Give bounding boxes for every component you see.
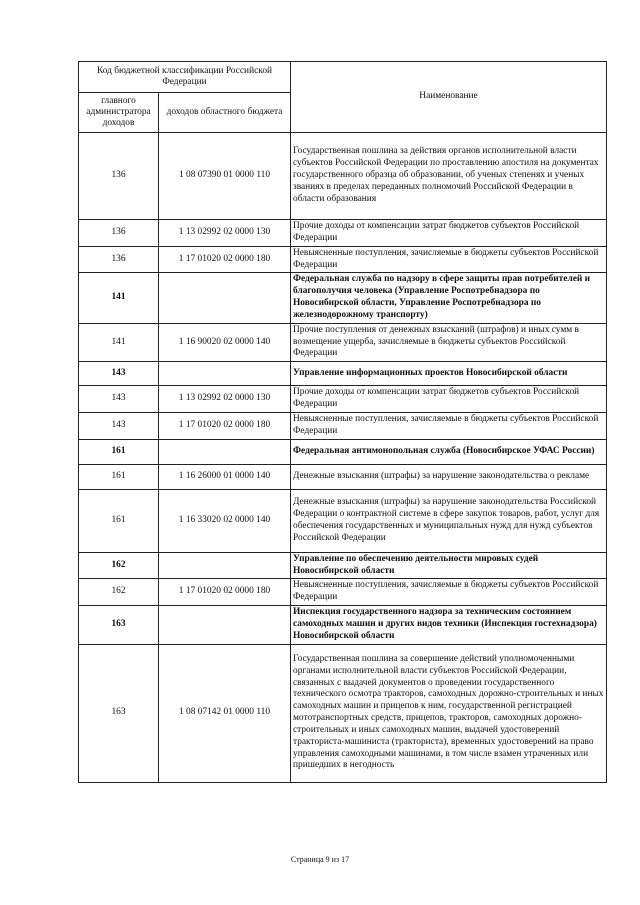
table-row: [79, 386, 607, 413]
table-row: [79, 579, 607, 606]
revenue-name-cell: Управление информационных проектов Новосибирской области: [291, 362, 607, 386]
table-row: [79, 552, 607, 579]
admin-code-cell: 143: [79, 362, 159, 386]
admin-code-cell: 162: [79, 579, 159, 606]
table-row: [79, 273, 607, 323]
revenue-code-cell: 1 17 01020 02 0000 180: [159, 412, 291, 439]
revenue-code-cell: 1 16 26000 01 0000 140: [159, 464, 291, 489]
table-row: [79, 323, 607, 362]
page-number: Страница 9 из 17: [290, 855, 350, 864]
revenue-code-cell: 1 17 01020 02 0000 180: [159, 246, 291, 273]
table-row: [79, 464, 607, 489]
table-row: [79, 133, 607, 220]
revenue-name-cell: Государственная пошлина за совершение действий уполномоченными органами исполнительной власти субъектов Российской Федерации, связанных с выдачей документов о проведении государственного технического осмотра тракторов, самоходных дорожно-строительных и иных самоходных машин и прицепов к ним, государственной регистрацией мототранспортных средств, прицепов, тракторов, самоходных дорожно-строительных и иных самоходных машин, выдачей удостоверений тракториста-машиниста (тракториста), временных удостоверений на право управления самоходными машинами, в том числе взамен утраченных или пришедших в негодность: [291, 644, 607, 782]
revenue-code-cell: [159, 606, 291, 645]
header-revenue-code: доходов областного бюджета: [159, 93, 291, 133]
admin-code-cell: 143: [79, 386, 159, 413]
revenue-name-cell: Денежные взыскания (штрафы) за нарушение законодательства о рекламе: [291, 464, 607, 489]
admin-code-cell: 162: [79, 552, 159, 579]
revenue-name-cell: Федеральная антимонопольная служба (Новосибирское УФАС России): [291, 439, 607, 464]
table-row: [79, 644, 607, 782]
revenue-name-cell: Денежные взыскания (штрафы) за нарушение законодательства Российской Федерации о контрактной системе в сфере закупок товаров, работ, услуг для обеспечения государственных и муниципальных нужд для нужд субъектов Российской Федерации: [291, 489, 607, 552]
revenue-name-cell: Прочие доходы от компенсации затрат бюджетов субъектов Российской Федерации: [291, 386, 607, 413]
admin-code-cell: 141: [79, 323, 159, 362]
admin-code-cell: 163: [79, 606, 159, 645]
admin-code-cell: 136: [79, 220, 159, 247]
header-name: Наименование: [291, 62, 607, 133]
revenue-code-cell: [159, 439, 291, 464]
revenue-name-cell: Невыясненные поступления, зачисляемые в бюджеты субъектов Российской Федерации: [291, 246, 607, 273]
revenue-name-cell: Государственная пошлина за действия органов исполнительной власти субъектов Российской Федерации по проставлению апостиля на документах государственного образца об образовании, об ученых степенях и ученых званиях в пределах переданных полномочий Российской Федерации в области образования: [291, 133, 607, 220]
admin-code-cell: 143: [79, 412, 159, 439]
admin-code-cell: 161: [79, 489, 159, 552]
revenue-code-cell: 1 08 07390 01 0000 110: [159, 133, 291, 220]
revenue-code-cell: 1 13 02992 02 0000 130: [159, 220, 291, 247]
table-row: [79, 246, 607, 273]
revenue-name-cell: Инспекция государственного надзора за техническим состоянием самоходных машин и других видов техники (Инспекция гостехнадзора) Новосибирской области: [291, 606, 607, 645]
revenue-code-cell: [159, 273, 291, 323]
header-budget-code-group: Код бюджетной классификации Российской Федерации: [79, 62, 291, 93]
header-main-administrator: главного администратора доходов: [79, 93, 159, 133]
revenue-code-cell: 1 17 01020 02 0000 180: [159, 579, 291, 606]
revenue-code-cell: 1 08 07142 01 0000 110: [159, 644, 291, 782]
table-row: [79, 412, 607, 439]
admin-code-cell: 136: [79, 133, 159, 220]
budget-classification-table: [78, 61, 607, 783]
table-row: [79, 489, 607, 552]
admin-code-cell: 141: [79, 273, 159, 323]
table-body: [79, 133, 607, 783]
table-row: [79, 362, 607, 386]
table-row: [79, 606, 607, 645]
revenue-code-cell: 1 13 02992 02 0000 130: [159, 386, 291, 413]
revenue-name-cell: Прочие доходы от компенсации затрат бюджетов субъектов Российской Федерации: [291, 220, 607, 247]
revenue-code-cell: [159, 552, 291, 579]
table-row: [79, 439, 607, 464]
revenue-name-cell: Управление по обеспечению деятельности мировых судей Новосибирской области: [291, 552, 607, 579]
table-row: [79, 220, 607, 247]
admin-code-cell: 136: [79, 246, 159, 273]
revenue-name-cell: Федеральная служба по надзору в сфере защиты прав потребителей и благополучия человека (Управление Роспотребнадзора по Новосибирской области, Управление Роспотребнадзора по железнодорожному транспорту): [291, 273, 607, 323]
revenue-code-cell: [159, 362, 291, 386]
admin-code-cell: 163: [79, 644, 159, 782]
revenue-code-cell: 1 16 33020 02 0000 140: [159, 489, 291, 552]
admin-code-cell: 161: [79, 439, 159, 464]
revenue-code-cell: 1 16 90020 02 0000 140: [159, 323, 291, 362]
admin-code-cell: 161: [79, 464, 159, 489]
revenue-name-cell: Прочие поступления от денежных взысканий (штрафов) и иных сумм в возмещение ущерба, зачисляемые в бюджеты субъектов Российской Федерации: [291, 323, 607, 362]
revenue-name-cell: Невыясненные поступления, зачисляемые в бюджеты субъектов Российской Федерации: [291, 579, 607, 606]
revenue-name-cell: Невыясненные поступления, зачисляемые в бюджеты субъектов Российской Федерации: [291, 412, 607, 439]
